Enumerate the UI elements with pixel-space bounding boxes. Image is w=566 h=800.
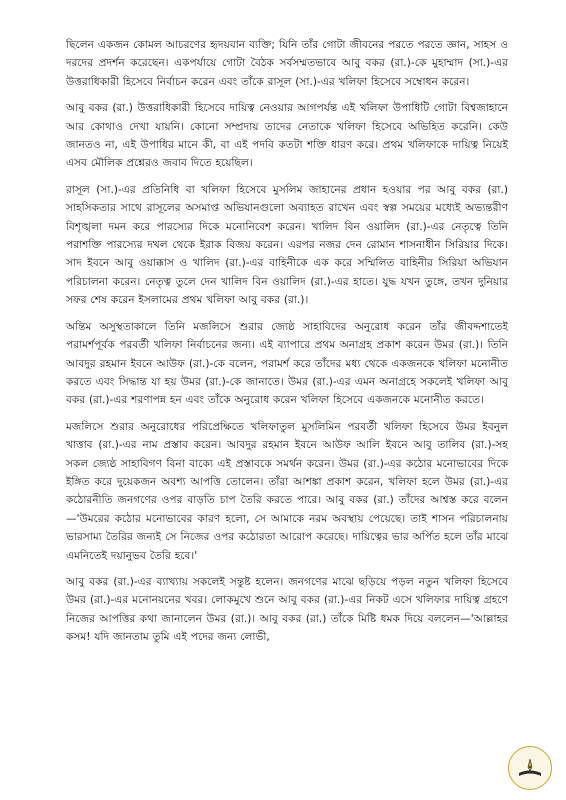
- paragraph: মজলিসে শুরার অনুরোধের পরিপ্রেক্ষিতে খলিফাতুল মুসলিমিন পরবর্তী খলিফা হিসেবে উমর ইবনুল খাত্তাব (রা.)-এর নাম প্রস্তাব করেন। আবদুর রহমান ইবনে আউফ আলি ইবনে আবু তালিব (রা.)-সহ সকল জ্যেষ্ঠ সাহাবিগণ বিনা বাক্যে এই প্রস্তাবকে সমর্থন করেন। উমর (রা.)-এর কঠোর মনোভাবের দিকে ইঙ্গিত করে দুয়েকজন অবশ্য আপত্তি তোলেন। তাঁরা আশঙ্কা প্রকাশ করেন, খলিফা হলে উমর (রা.)-এর কঠোরনীতি জনগণের ওপর বাড়তি চাপ তৈরি করতে পারে। আবু বকর (রা.) তাঁদের আশ্বস্ত করে বলেন—'উমরের কঠোর মনোভাবের কারণ হলো, সে আমাকে নরম অবস্থায় পেয়েছে। তাই শাসন পরিচালনায় ভারসাম্য তৈরির জন্যই সে নিজের ওপর কঠোরতা আরোপ করেছে। দায়িত্বের ভার অর্পিত হলে তাঁর মাঝে এমনিতেই দয়ানুভব তৈরি হবে।': [66, 420, 508, 562]
- book-pen-seal-icon: [515, 753, 545, 783]
- paragraph: ছিলেন একজন কোমল আচরণের হৃদয়বান ব্যক্তি; যিনি তাঁর গোটা জীবনের পরতে পরতে জ্ঞান, সাহস ও দরদের প্রদর্শন করেছেন। একপর্যায়ে গোটা বৈঠক সর্বসম্মতভাবে আবু বকর (রা.)-কে মুহাম্মাদ (সা.)-এর উত্তরাধিকারী হিসেবে নির্বাচন করেন এবং তাঁকে রাসূল (সা.)-এর খলিফা হিসেবে সম্বোধন করেন।: [66, 39, 508, 88]
- paragraph: রাসূল (সা.)-এর প্রতিনিধি বা খলিফা হিসেবে মুসলিম জাহানের প্রধান হওয়ার পর আবু বকর (রা.) সাহসিকতার সাথে রাসূলের অসমাপ্ত অভিযানগুলো অব্যাহত রাখেন এবং স্বল্প সময়ের মধ্যেই অভ্যন্তরীণ বিশৃঙ্খলা দমন করে পারস্যের দিকে মনোনিবেশ করেন। খালিদ বিন ওয়ালিদ (রা.)-এর নেতৃত্বে তিনি পরাশক্তি পারস্যের দখল থেকে ইরাক বিজয় করেন। এরপর নজর দেন রোমান শাসনাধীন সিরিয়ার দিকে। সাদ ইবনে আবু ওয়াক্কাস ও খালিদ (রা.)-এর বাহিনীকে এক করে সম্মিলিত বাহিনীর সিরিয়া অভিযান পরিচালনা করেন। নেতৃত্ব তুলে দেন খালিদ বিন ওয়ালিদ (রা.)-এর হাতে। যুদ্ধ যখন তুঙ্গে, তখন দুনিয়ার সফর শেষ করেন ইসলামের প্রথম খলিফা আবু বকর (রা.)।: [66, 183, 508, 307]
- paragraph: অন্তিম অসুস্থতাকালে তিনি মজলিসে শুরার জ্যেষ্ঠ সাহাবিদের অনুরোধ করেন তাঁর জীবদ্দশাতেই পরামর্শপূর্বক পরবর্তী খলিফা নির্বাচনের জন্য। এই ব্যাপারে প্রথম অনাগ্রহ প্রকাশ করেন উমর (রা.)। তিনি আবদুর রহমান ইবনে আউফ (রা.)-কে বলেন, পরামর্শ করে তাঁদের মধ্য থেকে একজনকে খলিফা মনোনীত করতে এবং সিদ্ধান্ত যা হয় উমর (রা.)-কে জানাতে। উমর (রা.)-এর এমন অনাগ্রহে সকলেই খলিফা আবু বকর (রা.)-এর শরণাপন্ন হন এবং তাঁকে অনুরোধ করেন খলিফা হিসেবে একজনকে মনোনীত করতে।: [66, 320, 508, 407]
- paragraph: আবু বকর (রা.) উত্তরাধিকারী হিসেবে দায়িত্ব নেওয়ার আগপর্যন্ত এই খলিফা উপাধিটি গোটা বিশ্বজাহানে আর কোথাও দেখা যায়নি। কোনো সম্প্রদায় তাদের নেতাকে খলিফা হিসেবে অভিহিত করেনি। কেউ জানতও না, এই উপাধির মানে কী, বা এই পদবি কতটা শক্তি ধারণ করে। প্রথম খলিফাকে দায়িত্ব নিয়েই এসব মৌলিক প্রশ্নেরও জবাব দিতে হয়েছিল।: [66, 102, 508, 170]
- publisher-logo: [508, 746, 552, 790]
- paragraph: আবু বকর (রা.)-এর ব্যাখ্যায় সকলেই সন্তুষ্ট হলেন। জনগণের মাঝে ছড়িয়ে পড়ল নতুন খলিফা হিসেবে উমর (রা.)-এর মনোনয়নের খবর। লোকমুখে শুনে আবু বকর (রা.)-এর নিকট এসে খলিফার দায়িত্ব গ্রহণে নিজের আপত্তির কথা জানালেন উমর (রা.)। আবু বকর (রা.) তাঁকে মিষ্টি ধমক দিয়ে বললেন—'আল্লাহর কসম! যদি জানতাম তুমি এই পদের জন্য লোভী,: [66, 575, 508, 644]
- document-body: [66, 36, 508, 655]
